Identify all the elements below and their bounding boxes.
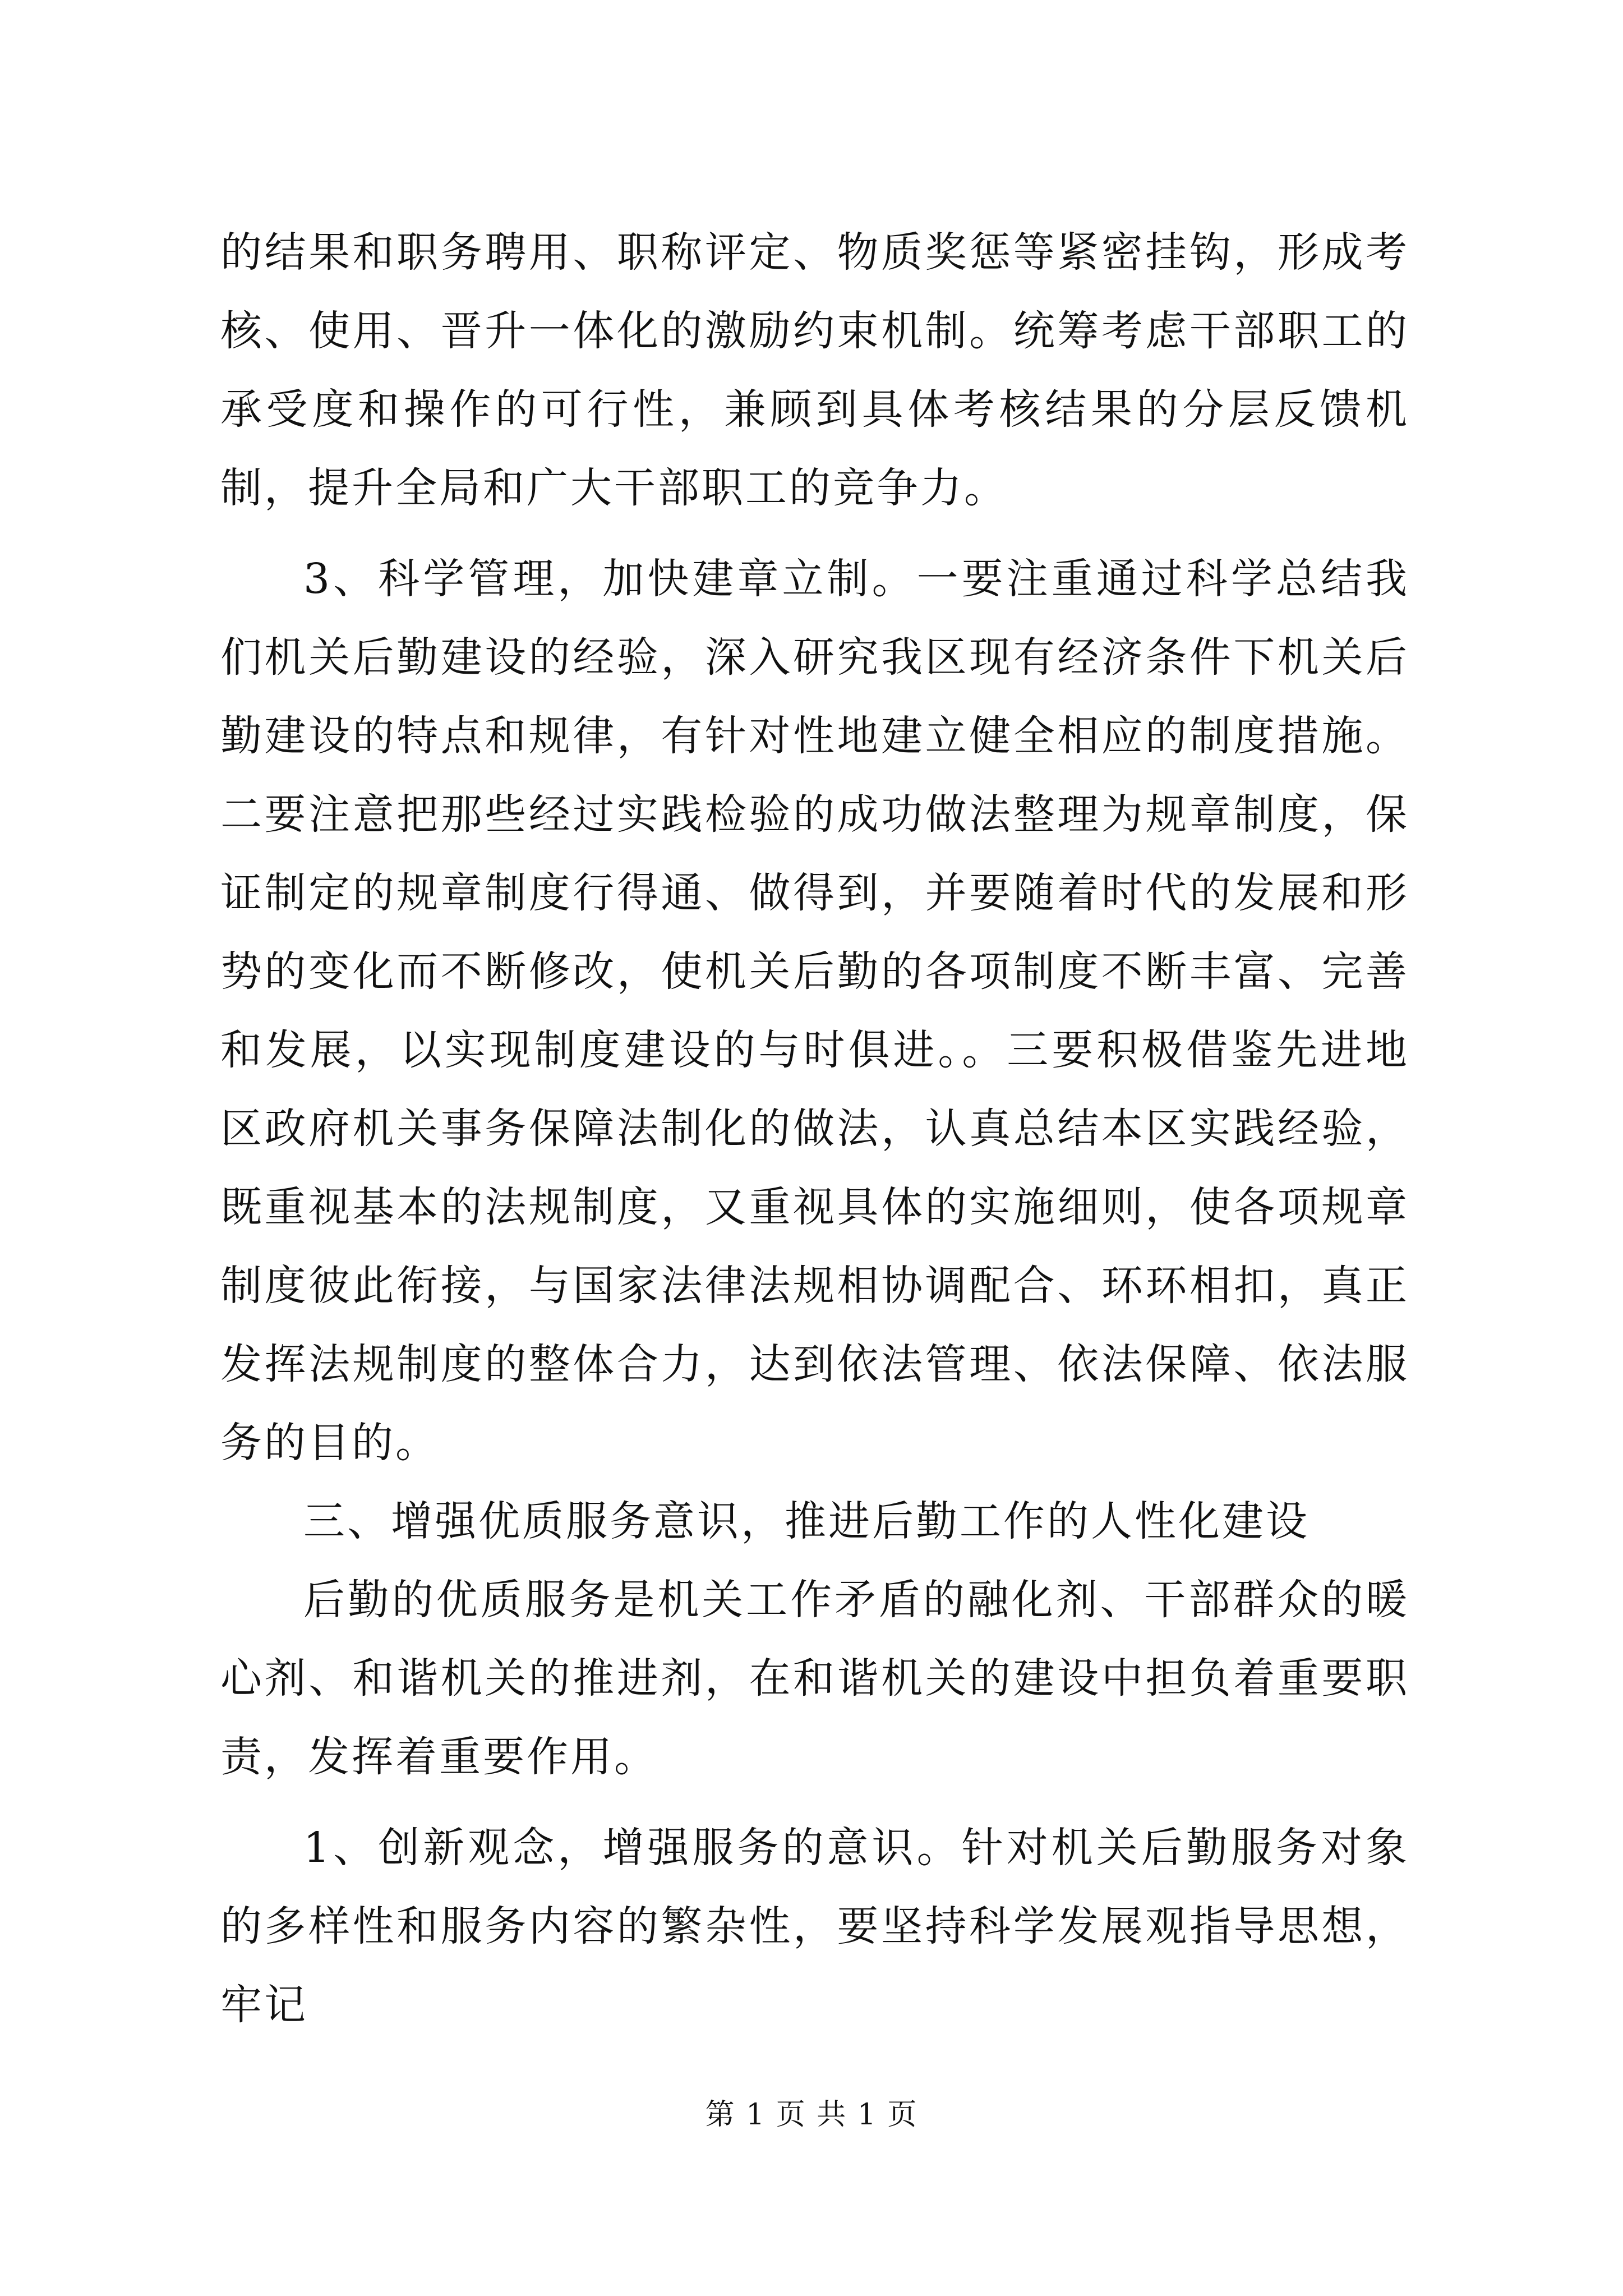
document-body [220, 213, 1409, 2044]
paragraph-innovate-concepts: 1、创新观念，增强服务的意识。针对机关后勤服务对象的多样性和服务内容的繁杂性，要坚持科学发展观指导思想，牢记 [220, 1824, 1409, 2029]
page-footer [0, 2095, 1623, 2134]
section-heading-quality-service: 三、增强优质服务意识，推进后勤工作的人性化建设 [303, 1497, 1310, 1545]
paragraph-quality-service-intro: 后勤的优质服务是机关工作矛盾的融化剂、干部群众的暖心剂、和谐机关的推进剂，在和谐机关的建设中担负着重要职责，发挥着重要作用。 [220, 1576, 1409, 1781]
page-number-label: 第 1 页 共 1 页 [705, 2098, 918, 2132]
paragraph-scientific-management: 3、科学管理，加快建章立制。一要注重通过科学总结我们机关后勤建设的经验，深入研究我区现有经济条件下机关后勤建设的特点和规律，有针对性地建立健全相应的制度措施。二要注意把那些经过实践检验的成功做法整理为规章制度，保证制定的规章制度行得通、做得到，并要随着时代的发展和形势的变化而不断修改，使机关后勤的各项制度不断丰富、完善和发展，以实现制度建设的与时俱进。。三要积极借鉴先进地区政府机关事务保障法制化的做法，认真总结本区实践经验，既重视基本的法规制度，又重视具体的实施细则，使各项规章制度彼此衔接，与国家法律法规相协调配合、环环相扣，真正发挥法规制度的整体合力，达到依法管理、依法保障、依法服务的目的。 [220, 555, 1409, 1467]
paragraph-assessment-mechanism: 的结果和职务聘用、职称评定、物质奖惩等紧密挂钩，形成考核、使用、晋升一体化的激励约束机制。统筹考虑干部职工的承受度和操作的可行性，兼顾到具体考核结果的分层反馈机制，提升全局和广大干部职工的竞争力。 [220, 228, 1409, 512]
